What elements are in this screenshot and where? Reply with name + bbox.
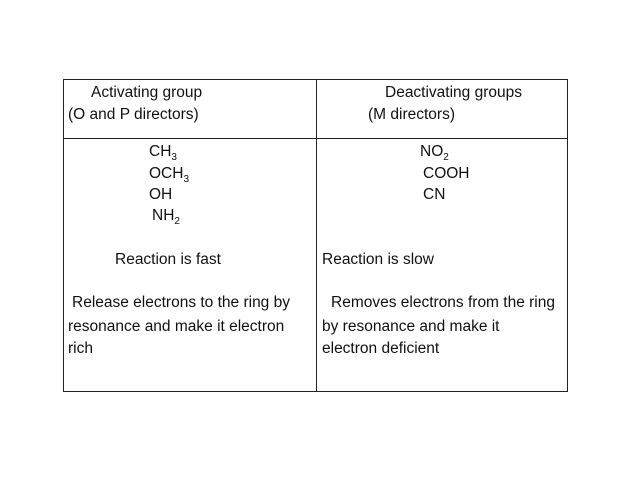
group-cn: CN [423,186,446,203]
left-header-title: Activating group [91,84,203,101]
left-effect-line-2: resonance and make it electron [68,318,285,335]
left-effect-line-1: Release electrons to the ring by [72,294,290,311]
right-reaction-rate: Reaction is slow [322,251,434,268]
right-effect-line-3: electron deficient [322,340,440,357]
substituent-effects-table [63,79,568,392]
group-no2: $NO_2$ [420,143,449,163]
left-effect-line-3: rich [68,340,93,357]
right-header-title: Deactivating groups [385,84,522,101]
right-header-subtitle: (M directors) [368,106,455,123]
left-reaction-rate: Reaction is fast [115,251,221,268]
group-och3: $OCH_3$ [149,165,190,185]
column-divider [316,80,317,391]
left-header-subtitle: (O and P directors) [68,106,199,123]
header-divider [64,138,567,139]
group-nh2: $NH_2$ [152,207,180,227]
group-cooh: COOH [423,165,470,182]
group-ch3: $CH_3$ [149,143,177,163]
right-effect-line-1: Removes electrons from the ring [331,294,555,311]
right-effect-line-2: by resonance and make it [322,318,500,335]
group-oh: OH [149,186,173,203]
